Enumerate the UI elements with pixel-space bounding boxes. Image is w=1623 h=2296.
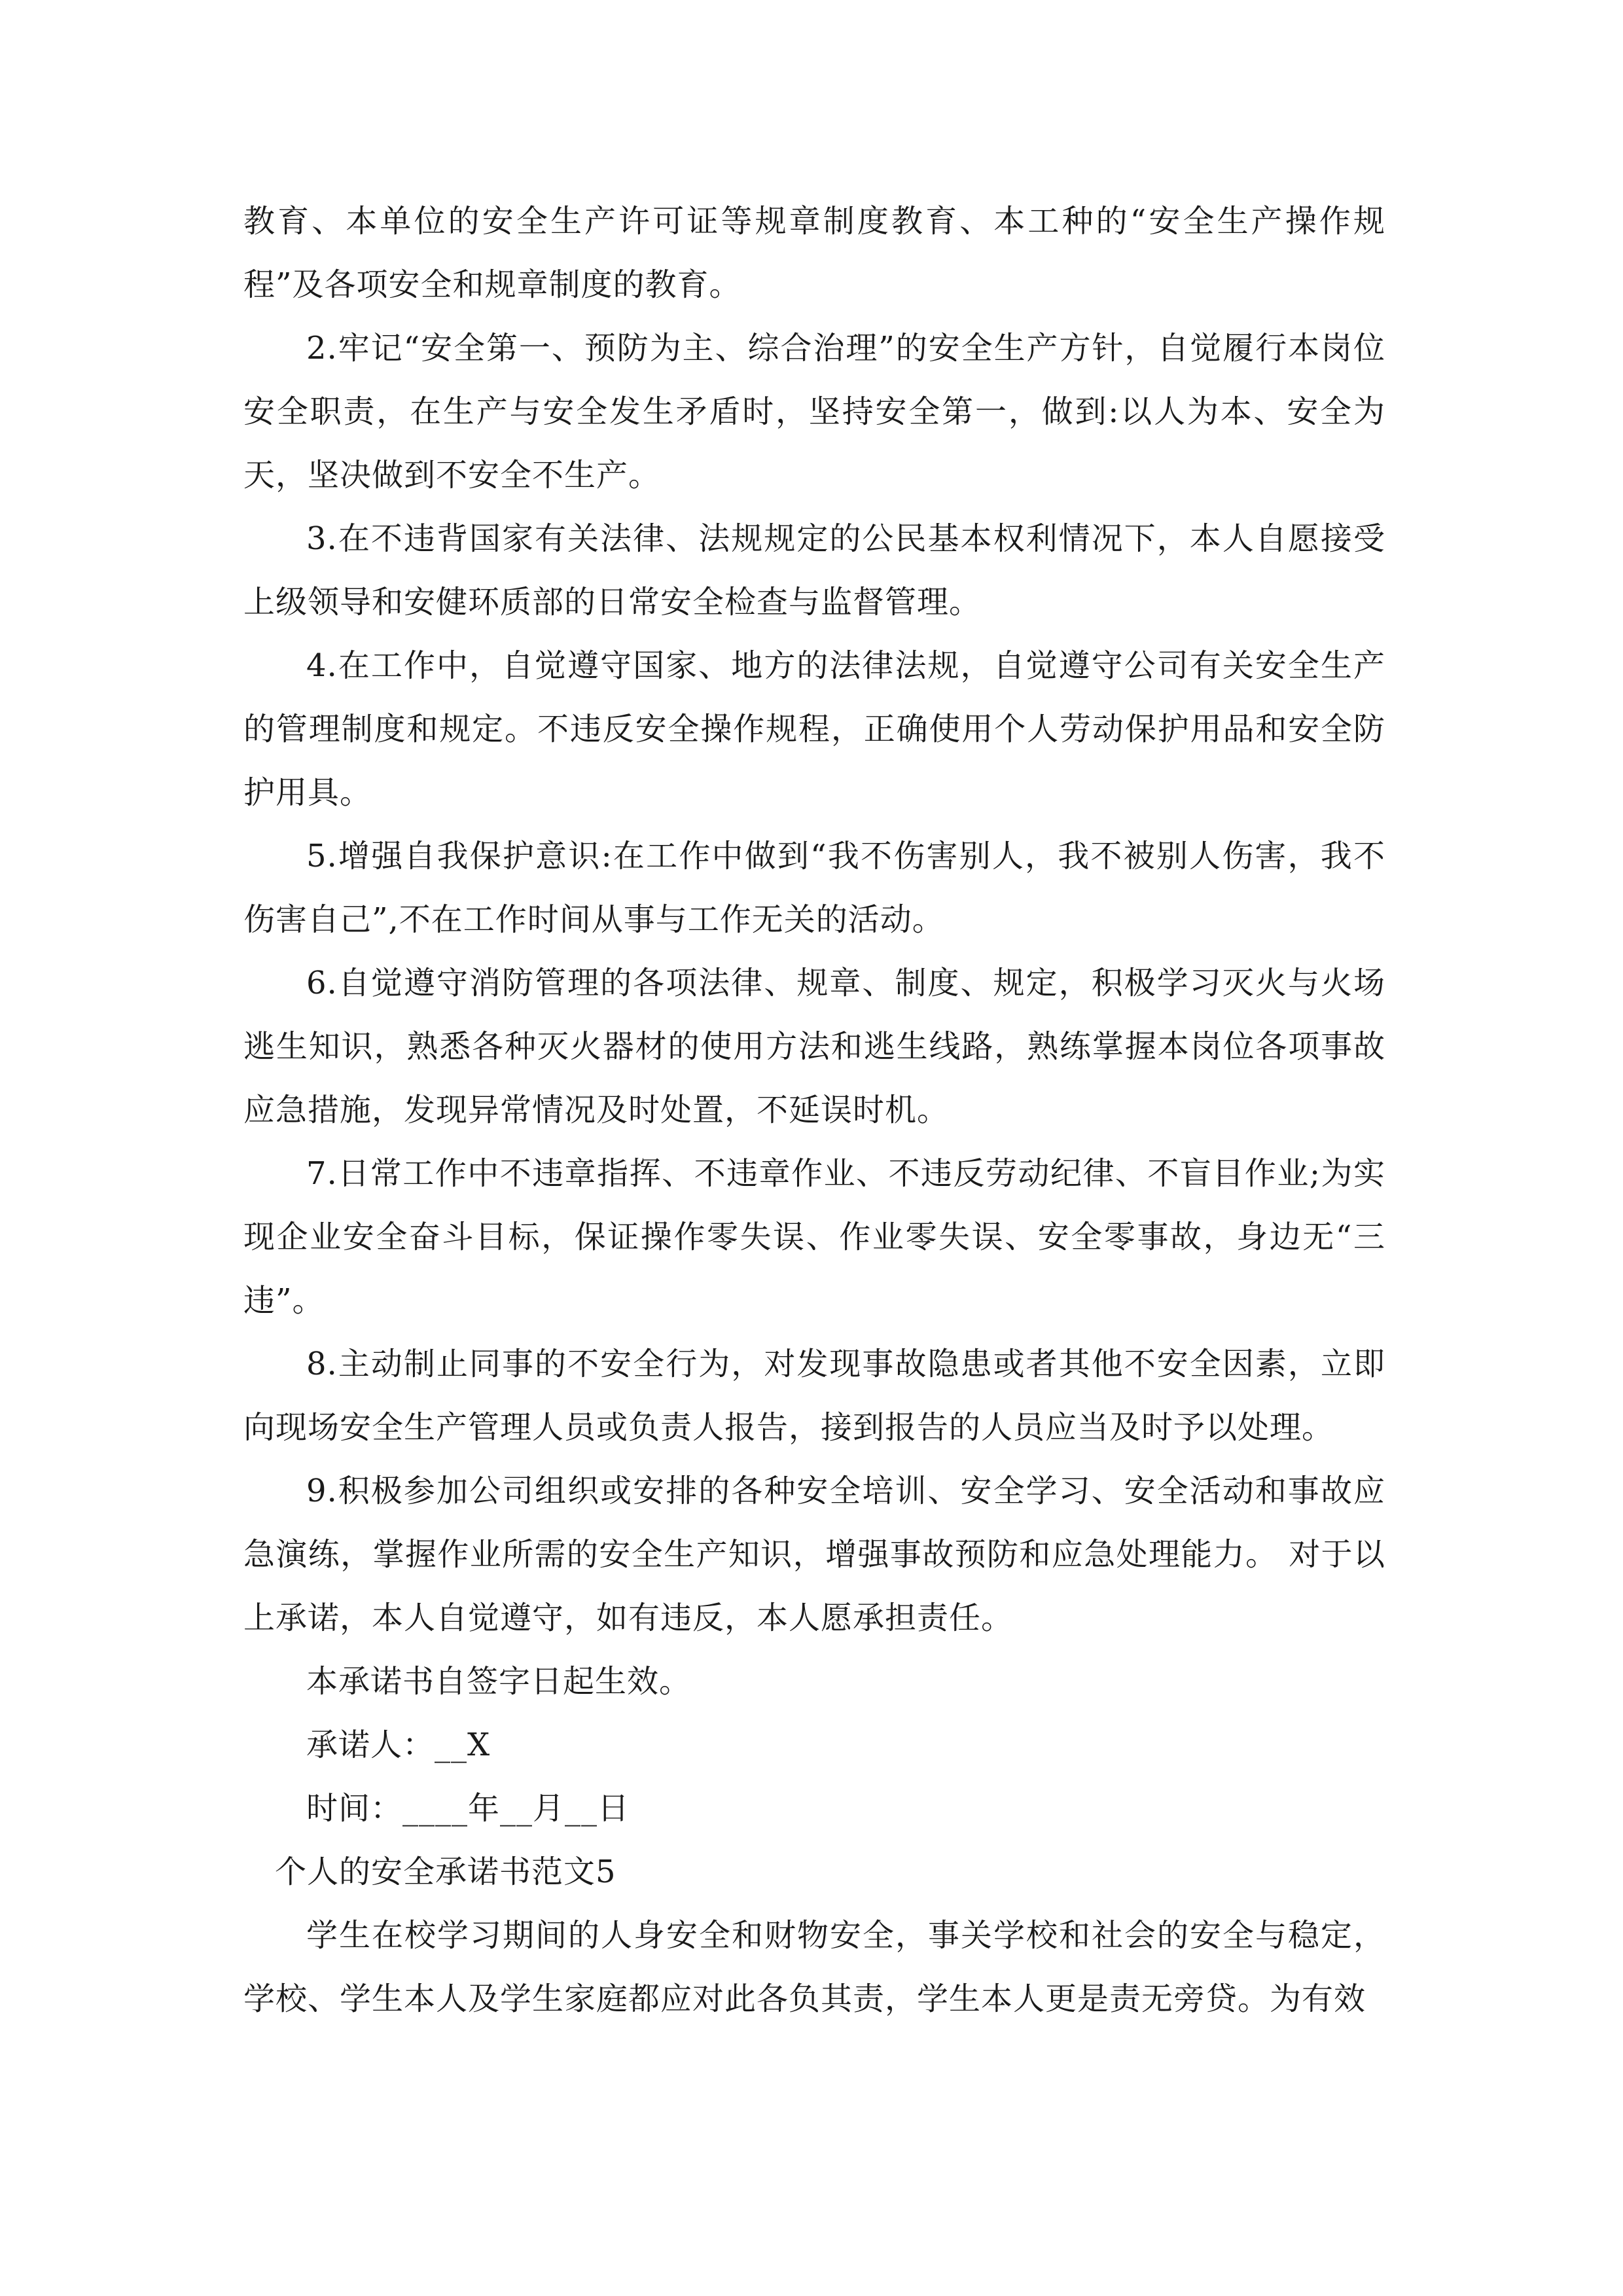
- paragraph-item-4: 4.在工作中，自觉遵守国家、地方的法律法规，自觉遵守公司有关安全生产的管理制度和规定。不违反安全操作规程，正确使用个人劳动保护用品和安全防护用具。: [243, 647, 1385, 811]
- paragraph-item-6: 6.自觉遵守消防管理的各项法律、规章、制度、规定，积极学习灭火与火场逃生知识，熟悉各种灭火器材的使用方法和逃生线路，熟练掌握本岗位各项事故应急措施，发现异常情况及时处置，不延误时机。: [243, 965, 1385, 1128]
- paragraph-item-7: 7.日常工作中不违章指挥、不违章作业、不违反劳动纪律、不盲目作业;为实现企业安全奋斗目标，保证操作零失误、作业零失误、安全零事故，身边无“三违”。: [243, 1155, 1385, 1319]
- effective-statement: 本承诺书自签字日起生效。: [306, 1663, 692, 1700]
- paragraph-item-2: 2.牢记“安全第一、预防为主、综合治理”的安全生产方针，自觉履行本岗位安全职责，在生产与安全发生矛盾时，坚持安全第一，做到:以人为本、安全为天，坚决做到不安全不生产。: [243, 330, 1385, 493]
- paragraph-item-5: 5.增强自我保护意识:在工作中做到“我不伤害别人，我不被别人伤害，我不伤害自己”,不在工作时间从事与工作无关的活动。: [243, 838, 1385, 938]
- paragraph-continuation: 教育、本单位的安全生产许可证等规章制度教育、本工种的“安全生产操作规程”及各项安全和规章制度的教育。: [243, 203, 1385, 303]
- signer-line: 承诺人：__X: [306, 1727, 491, 1763]
- paragraph-item-8: 8.主动制止同事的不安全行为，对发现事故隐患或者其他不安全因素，立即向现场安全生产管理人员或负责人报告，接到报告的人员应当及时予以处理。: [243, 1346, 1385, 1446]
- document-body: [243, 190, 1385, 2031]
- section-heading: 个人的安全承诺书范文5: [275, 1854, 616, 1890]
- paragraph-item-9: 9.积极参加公司组织或安排的各种安全培训、安全学习、安全活动和事故应急演练，掌握作业所需的安全生产知识，增强事故预防和应急处理能力。 对于以上承诺，本人自觉遵守，如有违反，本人愿承担责任。: [243, 1473, 1385, 1636]
- paragraph-item-3: 3.在不违背国家有关法律、法规规定的公民基本权利情况下，本人自愿接受上级领导和安健环质部的日常安全检查与监督管理。: [243, 520, 1385, 620]
- date-line: 时间：____年__月__日: [306, 1790, 630, 1827]
- closing-paragraph: 学生在校学习期间的人身安全和财物安全，事关学校和社会的安全与稳定，学校、学生本人及学生家庭都应对此各负其责，学生本人更是责无旁贷。为有效: [243, 1917, 1385, 2017]
